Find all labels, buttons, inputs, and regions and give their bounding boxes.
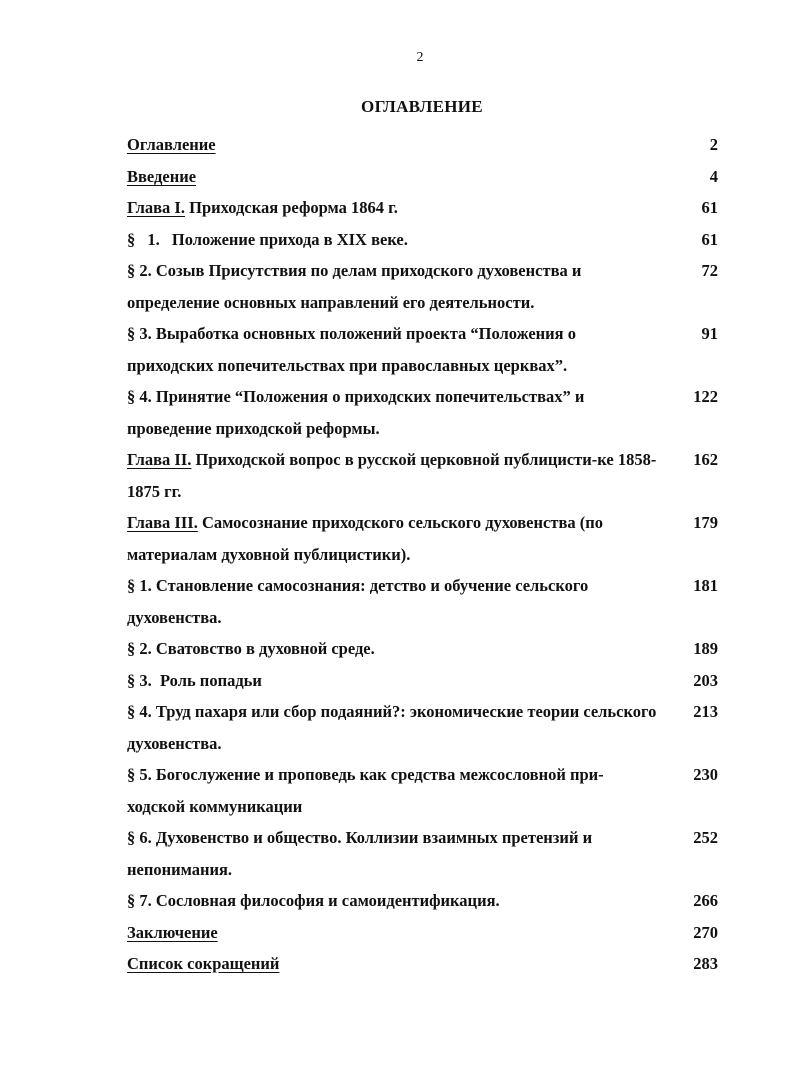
toc-page-number: 213 <box>693 702 718 721</box>
toc-entry-label <box>127 192 658 224</box>
toc-entry-title: § 3. Выработка основных положений проекта “Положения о приходских попечительствах при православных церквах”. <box>127 324 576 375</box>
toc-entry-label <box>127 129 658 161</box>
toc-chapter-link[interactable]: Глава II. <box>127 450 192 469</box>
toc-page-number: 4 <box>709 166 718 186</box>
toc-entry-abbreviations[interactable] <box>127 948 727 980</box>
toc-entry-title: Приходская реформа 1864 г. <box>189 198 398 217</box>
toc-page-number: 203 <box>693 670 718 690</box>
toc-page-number: 189 <box>693 639 718 658</box>
toc-page-number: 252 <box>693 828 718 847</box>
toc-entry-title: § 3. Роль попадьи <box>127 670 262 690</box>
page-title: ОГЛАВЛЕНИЕ <box>361 97 483 116</box>
toc-entry-title: Положение прихода в XIX веке. <box>171 229 408 249</box>
toc-page-number: 266 <box>693 891 718 910</box>
toc-page-number: 270 <box>693 922 718 942</box>
section-sign: § <box>127 229 136 249</box>
toc-page-number: 162 <box>693 450 718 469</box>
toc-entry-title: Самосознание приходского сельского духовенства (по материалам духовной публицистики). <box>127 513 603 564</box>
toc-chapter-link[interactable]: Глава III. <box>127 513 198 532</box>
toc-entry-title: § 2. Сватовство в духовной среде. <box>127 639 375 658</box>
toc-page-number: 179 <box>693 513 718 532</box>
toc-page-number: 61 <box>701 229 718 249</box>
table-of-contents <box>127 129 727 980</box>
toc-entry-title: § 5. Богослужение и проповедь как средства межсословной при-ходской коммуникации <box>127 765 604 816</box>
toc-entry-label <box>127 161 658 193</box>
toc-entry-section-3-3[interactable] <box>127 665 727 697</box>
toc-entry-section-3-5[interactable] <box>127 759 727 822</box>
toc-entry-link[interactable]: Оглавление <box>127 135 216 154</box>
toc-entry-link[interactable]: Список сокращений <box>127 954 280 973</box>
toc-entry-section-1-4[interactable] <box>127 381 727 444</box>
toc-entry-chapter-3[interactable] <box>127 507 727 570</box>
toc-entry-contents[interactable] <box>127 129 727 161</box>
toc-entry-chapter-2[interactable] <box>127 444 727 507</box>
toc-page-number: 122 <box>693 387 718 406</box>
toc-entry-label <box>127 224 658 256</box>
toc-page-number: 283 <box>693 954 718 973</box>
toc-entry-section-3-4[interactable] <box>127 696 727 759</box>
toc-page-number: 181 <box>693 576 718 595</box>
toc-entry-label <box>127 507 658 570</box>
toc-entry-section-3-6[interactable] <box>127 822 727 885</box>
page-number: 2 <box>416 50 424 65</box>
toc-entry-section-1-1[interactable] <box>127 224 727 256</box>
toc-entry-link[interactable]: Заключение <box>127 922 218 942</box>
toc-entry-title: § 1. Становление самосознания: детство и обучение сельского духовенства. <box>127 576 589 627</box>
toc-entry-title: § 6. Духовенство и общество. Коллизии взаимных претензий и непонимания. <box>127 828 593 879</box>
toc-page-number: 2 <box>709 135 718 154</box>
toc-page-number: 61 <box>701 198 718 217</box>
toc-entry-section-3-2[interactable] <box>127 633 727 665</box>
toc-entry-label <box>127 917 658 949</box>
toc-page-number: 72 <box>701 261 718 280</box>
toc-entry-conclusion[interactable] <box>127 917 727 949</box>
toc-entry-label <box>127 948 658 980</box>
section-number: 1. <box>147 229 160 249</box>
toc-entry-section-3-1[interactable] <box>127 570 727 633</box>
toc-entry-label <box>127 444 658 507</box>
toc-page-number: 230 <box>693 765 718 784</box>
toc-page-number: 91 <box>701 324 718 343</box>
toc-entry-title: § 4. Принятие “Положения о приходских попечительствах” и проведение приходской реформы. <box>127 387 585 438</box>
toc-entry-title: Приходской вопрос в русской церковной публицисти-ке 1858-1875 гг. <box>127 450 657 501</box>
toc-entry-section-1-2[interactable] <box>127 255 727 318</box>
toc-entry-section-3-7[interactable] <box>127 885 727 917</box>
toc-chapter-link[interactable]: Глава I. <box>127 198 185 217</box>
toc-entry-link[interactable]: Введение <box>127 166 197 186</box>
toc-entry-chapter-1[interactable] <box>127 192 727 224</box>
toc-entry-title: § 2. Созыв Присутствия по делам приходского духовенства и определение основных направлений его деятельности. <box>127 261 582 312</box>
toc-entry-section-1-3[interactable] <box>127 318 727 381</box>
toc-entry-title: § 7. Сословная философия и самоидентификация. <box>127 891 500 910</box>
toc-entry-title: § 4. Труд пахаря или сбор подаяний?: экономические теории сельского духовенства. <box>127 702 657 753</box>
toc-entry-introduction[interactable] <box>127 161 727 193</box>
